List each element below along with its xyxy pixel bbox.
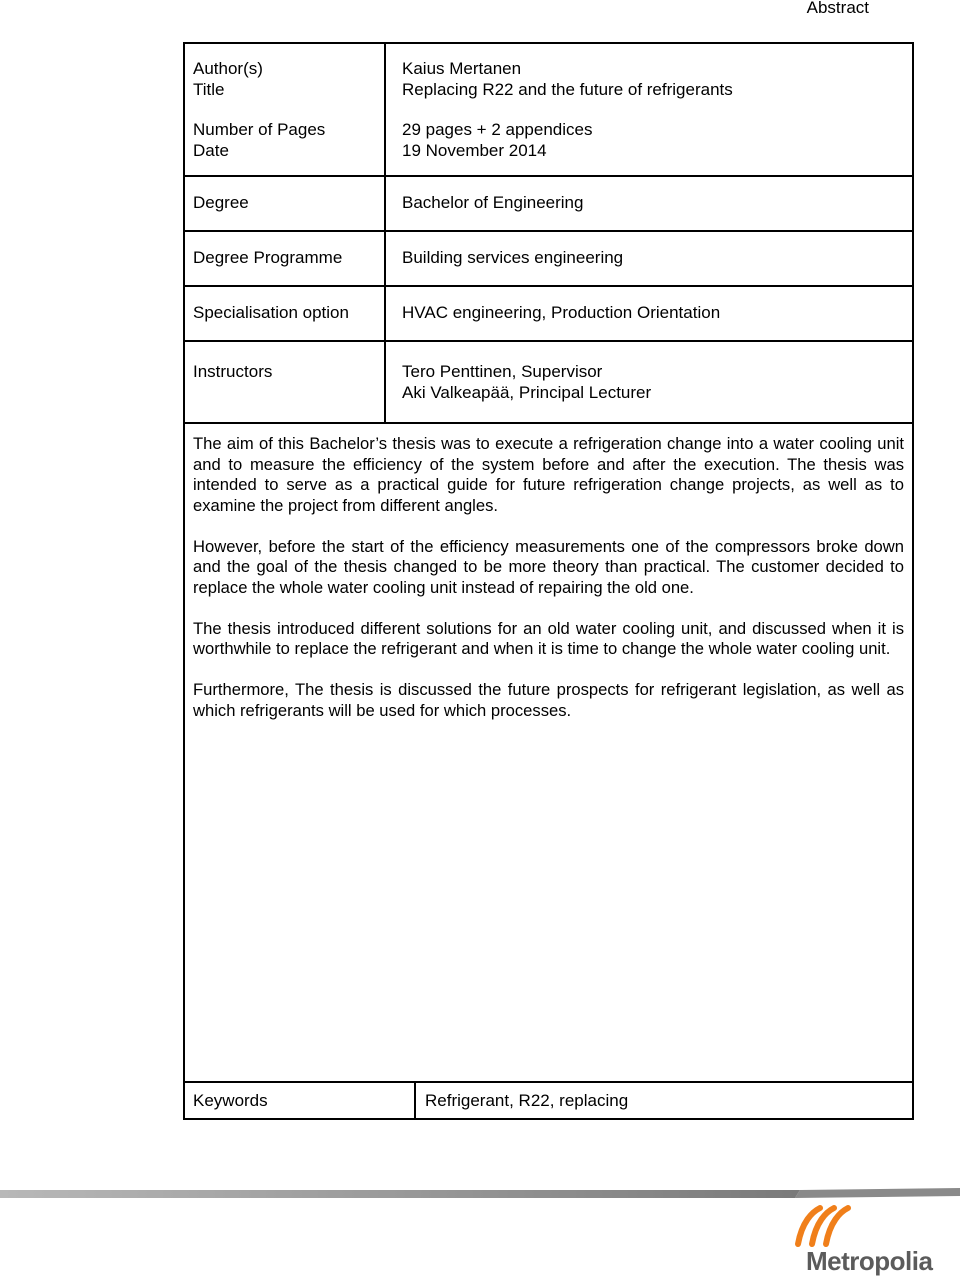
title-value: Replacing R22 and the future of refrigerants xyxy=(402,79,733,99)
page-header-label: Abstract xyxy=(806,0,869,17)
keywords-row xyxy=(185,1081,912,1118)
specialisation-label: Specialisation option xyxy=(193,303,349,322)
abstract-paragraph: The thesis introduced different solutions for an old water cooling unit, and discussed when it is worthwhile to replace the refrigerant and when it is time to change the whole water cooling unit. xyxy=(193,618,904,658)
row-degree xyxy=(185,177,912,232)
programme-label: Degree Programme xyxy=(193,248,343,267)
pages-value: 29 pages + 2 appendices xyxy=(402,120,593,139)
date-label: Date xyxy=(193,140,229,160)
author-label: Author(s) xyxy=(193,59,263,78)
metropolia-logo-text: Metropolia xyxy=(806,1246,933,1276)
instructor-2: Aki Valkeapää, Principal Lecturer xyxy=(402,382,652,402)
instructor-1: Tero Penttinen, Supervisor xyxy=(402,362,603,381)
degree-value: Bachelor of Engineering xyxy=(402,193,584,212)
degree-label: Degree xyxy=(193,193,249,212)
abstract-form-table xyxy=(183,42,914,1120)
programme-value: Building services engineering xyxy=(402,248,624,267)
keywords-value: Refrigerant, R22, replacing xyxy=(425,1091,629,1110)
abstract-paragraph: The aim of this Bachelor’s thesis was to execute a refrigeration change into a water cooling unit and to measure the efficiency of the system before and after the execution. The thesis was intended to serve as a practical guide for future refrigeration change projects, as well as to examine the project from different angles. xyxy=(193,434,904,515)
title-label: Title xyxy=(193,79,225,99)
keywords-label: Keywords xyxy=(193,1091,268,1110)
specialisation-value: HVAC engineering, Production Orientation xyxy=(402,303,721,322)
row-author-date xyxy=(185,44,912,177)
date-value: 19 November 2014 xyxy=(402,140,547,160)
author-value: Kaius Mertanen xyxy=(402,59,522,78)
abstract-paragraph: However, before the start of the efficiency measurements one of the compressors broke down and the goal of the thesis changed to be more theory than practical. The customer decided to replace the whole water cooling unit instead of repairing the old one. xyxy=(193,536,904,597)
row-programme xyxy=(185,232,912,287)
row-instructors xyxy=(185,342,912,424)
instructors-label: Instructors xyxy=(193,362,273,381)
pages-label: Number of Pages xyxy=(193,120,326,139)
abstract-paragraph: Furthermore, The thesis is discussed the future prospects for refrigerant legislation, as well as which refrigerants will be used for which processes. xyxy=(193,680,904,720)
abstract-body xyxy=(193,434,904,742)
row-specialisation xyxy=(185,287,912,342)
